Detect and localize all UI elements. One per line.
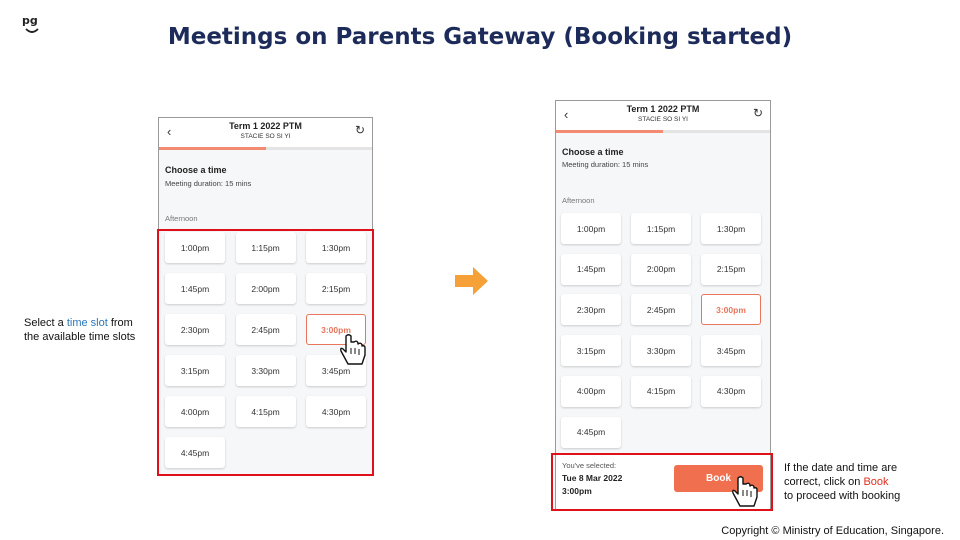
time-slot-button[interactable]: 1:30pm — [306, 232, 366, 263]
selection-label: You've selected: — [562, 461, 617, 470]
time-slot-button[interactable]: 3:00pm — [306, 314, 366, 345]
time-slot-button[interactable]: 3:30pm — [236, 355, 296, 386]
meeting-duration: Meeting duration: 15 mins — [562, 160, 649, 169]
time-slot-button[interactable]: 1:00pm — [561, 213, 621, 244]
instruction-right-highlight: Book — [863, 476, 889, 488]
time-slot-button[interactable]: 3:30pm — [631, 335, 691, 366]
time-slot-button[interactable]: 1:45pm — [165, 273, 225, 304]
time-slot-button[interactable]: 4:15pm — [631, 376, 691, 407]
pointing-hand-icon — [730, 476, 760, 512]
back-chevron-icon[interactable]: ‹ — [564, 107, 569, 122]
student-name: STACIE SO SI YI — [638, 116, 688, 123]
afternoon-label: Afternoon — [562, 196, 595, 205]
time-slot-button[interactable]: 3:15pm — [561, 335, 621, 366]
instruction-left-post: from — [107, 317, 133, 329]
time-slot-button[interactable]: 4:00pm — [165, 396, 225, 427]
time-slot-button[interactable]: 4:00pm — [561, 376, 621, 407]
instruction-right-line1: If the date and time are — [784, 462, 898, 474]
progress-bar — [556, 130, 770, 133]
choose-time-heading: Choose a time — [165, 165, 227, 175]
instruction-right — [784, 461, 900, 503]
time-slot-button[interactable]: 2:00pm — [631, 254, 691, 285]
time-slot-button[interactable]: 1:45pm — [561, 254, 621, 285]
back-chevron-icon[interactable]: ‹ — [167, 124, 172, 139]
refresh-icon[interactable]: ↻ — [354, 123, 365, 137]
instruction-right-line2-pre: correct, click on — [784, 476, 864, 488]
time-slot-button[interactable]: 3:00pm — [701, 294, 761, 325]
time-slot-button[interactable]: 3:45pm — [701, 335, 761, 366]
progress-fill — [556, 130, 663, 133]
time-slot-button[interactable]: 3:45pm — [306, 355, 366, 386]
afternoon-label: Afternoon — [165, 214, 198, 223]
event-title: Term 1 2022 PTM — [229, 121, 302, 131]
time-slot-button[interactable]: 1:00pm — [165, 232, 225, 263]
time-slot-button[interactable]: 1:15pm — [236, 232, 296, 263]
time-slot-button[interactable]: 1:30pm — [701, 213, 761, 244]
event-title: Term 1 2022 PTM — [626, 104, 700, 114]
app-header — [556, 101, 770, 130]
time-slot-button[interactable]: 2:45pm — [236, 314, 296, 345]
selected-time: 3:00pm — [562, 486, 592, 496]
time-slot-button[interactable]: 2:30pm — [165, 314, 225, 345]
svg-text:pg: pg — [22, 14, 38, 27]
time-slot-button[interactable]: 2:15pm — [306, 273, 366, 304]
right-arrow-icon — [455, 266, 489, 296]
time-slot-button[interactable]: 2:30pm — [561, 294, 621, 325]
instruction-right-line3: to proceed with booking — [784, 490, 901, 502]
meeting-duration: Meeting duration: 15 mins — [165, 179, 252, 188]
pointing-hand-icon — [338, 334, 368, 370]
time-slot-button[interactable]: 3:15pm — [165, 355, 225, 386]
progress-fill — [159, 147, 266, 150]
copyright-notice: Copyright © Ministry of Education, Singapore. — [721, 525, 944, 537]
instruction-left-pre: Select a — [24, 317, 67, 329]
instruction-left — [24, 316, 135, 344]
instruction-left-highlight: time slot — [66, 317, 108, 329]
time-slot-button[interactable]: 4:30pm — [306, 396, 366, 427]
time-slot-button[interactable]: 4:30pm — [701, 376, 761, 407]
time-slot-button[interactable]: 2:45pm — [631, 294, 691, 325]
time-slot-button[interactable]: 4:15pm — [236, 396, 296, 427]
choose-time-heading: Choose a time — [562, 147, 624, 157]
slide-title: Meetings on Parents Gateway (Booking started) — [167, 24, 793, 50]
time-slot-button[interactable]: 1:15pm — [631, 213, 691, 244]
time-slot-button[interactable]: 2:15pm — [701, 254, 761, 285]
time-slot-button[interactable]: 4:45pm — [165, 437, 225, 468]
selected-date: Tue 8 Mar 2022 — [562, 473, 623, 483]
time-slot-button[interactable]: 4:45pm — [561, 417, 621, 448]
student-name: STACIE SO SI YI — [240, 133, 291, 140]
app-header — [159, 118, 372, 147]
book-button[interactable]: Book — [674, 465, 763, 492]
phone-screen-right — [555, 100, 771, 510]
refresh-icon[interactable]: ↻ — [752, 106, 763, 120]
instruction-left-line2: the available time slots — [24, 331, 136, 343]
progress-bar — [159, 147, 372, 150]
time-slot-button[interactable]: 2:00pm — [236, 273, 296, 304]
